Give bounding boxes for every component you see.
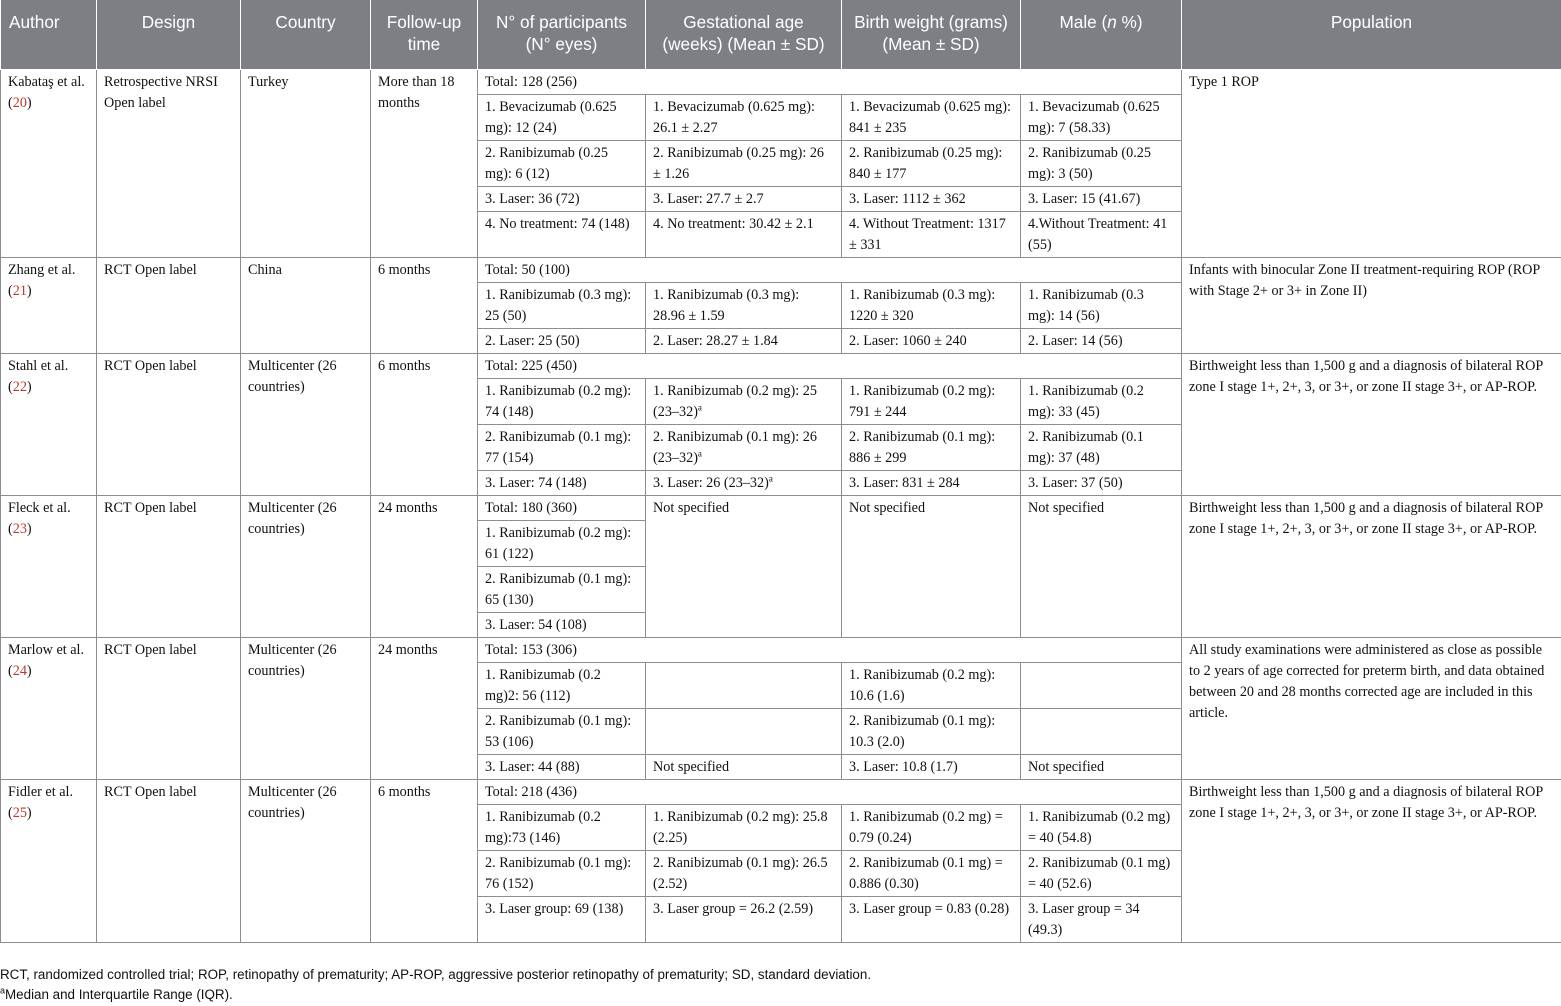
country-cell: Turkey [241, 69, 371, 257]
birth-weight-cell: 3. Laser group = 0.83 (0.28) [842, 896, 1021, 942]
total-cell: Total: 153 (306) [478, 637, 1182, 662]
birth-weight-cell: 3. Laser: 831 ± 284 [842, 470, 1021, 495]
participants-cell: 3. Laser: 54 (108) [478, 612, 646, 637]
male-cell: 1. Ranibizumab (0.2 mg) = 40 (54.8) [1021, 804, 1182, 850]
male-cell: 1. Ranibizumab (0.3 mg): 14 (56) [1021, 282, 1182, 328]
abbreviations-footnote: RCT, randomized controlled trial; ROP, retinopathy of prematurity; AP-ROP, aggressive posterior retinopathy of prematurity; SD, standard deviation. [0, 967, 872, 982]
participants-cell: 1. Ranibizumab (0.2 mg):73 (146) [478, 804, 646, 850]
gestational-age-cell: Not specified [646, 495, 842, 637]
total-cell: Total: 180 (360) [478, 495, 646, 520]
footnote-marker: a [697, 401, 702, 412]
design-cell: RCT Open label [97, 495, 241, 637]
participants-cell: 3. Laser: 36 (72) [478, 186, 646, 211]
participants-cell: 1. Bevacizumab (0.625 mg): 12 (24) [478, 94, 646, 140]
gestational-age-cell [646, 708, 842, 754]
followup-cell: 6 months [371, 257, 478, 353]
design-cell: RCT Open label [97, 353, 241, 495]
gestational-age-cell: 2. Ranibizumab (0.25 mg): 26 ± 1.26 [646, 140, 842, 186]
table-row [1, 495, 1561, 520]
header-population: Population [1182, 0, 1561, 69]
population-cell: Type 1 ROP [1182, 69, 1561, 257]
table-row [1, 257, 1561, 282]
header-participants: N° of participants (N° eyes) [478, 0, 646, 69]
participants-cell: 2. Ranibizumab (0.25 mg): 6 (12) [478, 140, 646, 186]
population-cell: Birthweight less than 1,500 g and a diagnosis of bilateral ROP zone I stage 1+, 2+, 3, or 3+, or zone II stage 3+, or AP-ROP. [1182, 779, 1561, 942]
total-cell: Total: 128 (256) [478, 69, 1182, 94]
total-cell: Total: 50 (100) [478, 257, 1182, 282]
table-row [1, 637, 1561, 662]
participants-cell: 2. Ranibizumab (0.1 mg): 53 (106) [478, 708, 646, 754]
participants-cell: 4. No treatment: 74 (148) [478, 211, 646, 257]
median-footnote: $^a$Median and Interquartile Range (IQR). [0, 985, 233, 1002]
reference-link[interactable]: 21 [12, 282, 27, 299]
design-cell: RCT Open label [97, 637, 241, 779]
author-cell: Marlow et al. (24) [1, 637, 97, 779]
participants-cell: 3. Laser: 74 (148) [478, 470, 646, 495]
participants-cell: 1. Ranibizumab (0.2 mg): 74 (148) [478, 378, 646, 424]
followup-cell: 24 months [371, 495, 478, 637]
population-cell: Birthweight less than 1,500 g and a diagnosis of bilateral ROP zone I stage 1+, 2+, 3, or 3+, or zone II stage 3+, or AP-ROP. [1182, 353, 1561, 495]
male-cell: 1. Ranibizumab (0.2 mg): 33 (45) [1021, 378, 1182, 424]
author-cell: Stahl et al. (22) [1, 353, 97, 495]
header-design: Design [97, 0, 241, 69]
participants-cell: 2. Ranibizumab (0.1 mg): 76 (152) [478, 850, 646, 896]
gestational-age-cell: 1. Bevacizumab (0.625 mg): 26.1 ± 2.27 [646, 94, 842, 140]
male-cell: 4.Without Treatment: 41 (55) [1021, 211, 1182, 257]
gestational-age-cell: 2. Ranibizumab (0.1 mg): 26.5 (2.52) [646, 850, 842, 896]
gestational-age-cell: 2. Ranibizumab (0.1 mg): 26 $(23-32)^a$ [646, 424, 842, 470]
reference-link[interactable]: 25 [12, 804, 27, 821]
design-cell: RCT Open label [97, 257, 241, 353]
reference-link[interactable]: 23 [12, 520, 27, 537]
author-cell: Fleck et al. (23) [1, 495, 97, 637]
table-row [1, 353, 1561, 378]
reference-link[interactable]: 20 [12, 94, 27, 111]
country-cell: Multicenter (26 countries) [241, 779, 371, 942]
header-gestational-age: Gestational age (weeks) (Mean ± SD) [646, 0, 842, 69]
male-cell: 2. Ranibizumab (0.25 mg): 3 (50) [1021, 140, 1182, 186]
author-cell: Fidler et al. (25) [1, 779, 97, 942]
gestational-age-cell: 1. Ranibizumab (0.2 mg): 25.8 (2.25) [646, 804, 842, 850]
population-cell: Infants with binocular Zone II treatment-requiring ROP (ROP with Stage 2+ or 3+ in Zone II) [1182, 257, 1561, 353]
male-cell: 3. Laser: 37 (50) [1021, 470, 1182, 495]
birth-weight-cell: 1. Ranibizumab (0.2 mg): 10.6 (1.6) [842, 662, 1021, 708]
birth-weight-cell: 3. Laser: 1112 ± 362 [842, 186, 1021, 211]
birth-weight-cell: 1. Ranibizumab (0.2 mg): 791 ± 244 [842, 378, 1021, 424]
participants-cell: 2. Laser: 25 (50) [478, 328, 646, 353]
gestational-age-cell: 3. Laser: 27.7 ± 2.7 [646, 186, 842, 211]
header-author: Author [1, 0, 97, 69]
birth-weight-cell: 1. Ranibizumab (0.3 mg): 1220 ± 320 [842, 282, 1021, 328]
footnote-marker: a [768, 472, 773, 483]
male-cell: 3. Laser group = 34 (49.3) [1021, 896, 1182, 942]
birth-weight-cell: 2. Ranibizumab (0.1 mg) = 0.886 (0.30) [842, 850, 1021, 896]
population-cell: Birthweight less than 1,500 g and a diagnosis of bilateral ROP zone I stage 1+, 2+, 3, or 3+, or zone II stage 3+, or AP-ROP. [1182, 495, 1561, 637]
male-cell: Not specified [1021, 754, 1182, 779]
table-row [1, 779, 1561, 804]
gestational-age-cell: 4. No treatment: 30.42 ± 2.1 [646, 211, 842, 257]
footnote-marker: a [0, 985, 6, 996]
male-cell: 2. Laser: 14 (56) [1021, 328, 1182, 353]
gestational-age-cell: Not specified [646, 754, 842, 779]
male-cell: 1. Bevacizumab (0.625 mg): 7 (58.33) [1021, 94, 1182, 140]
birth-weight-cell: 2. Laser: 1060 ± 240 [842, 328, 1021, 353]
participants-cell: 3. Laser group: 69 (138) [478, 896, 646, 942]
design-cell: Retrospective NRSI Open label [97, 69, 241, 257]
total-cell: Total: 218 (436) [478, 779, 1182, 804]
followup-cell: 24 months [371, 637, 478, 779]
followup-cell: More than 18 months [371, 69, 478, 257]
followup-cell: 6 months [371, 779, 478, 942]
birth-weight-cell: 3. Laser: 10.8 (1.7) [842, 754, 1021, 779]
gestational-age-cell: 2. Laser: 28.27 ± 1.84 [646, 328, 842, 353]
header-birth-weight: Birth weight (grams) (Mean ± SD) [842, 0, 1021, 69]
participants-cell: 2. Ranibizumab (0.1 mg): 65 (130) [478, 566, 646, 612]
participants-cell: 1. Ranibizumab (0.2 mg): 61 (122) [478, 520, 646, 566]
male-cell: 2. Ranibizumab (0.1 mg): 37 (48) [1021, 424, 1182, 470]
gestational-age-cell: 3. Laser: 26 $(23-32)^a$ [646, 470, 842, 495]
male-cell: 2. Ranibizumab (0.1 mg) = 40 (52.6) [1021, 850, 1182, 896]
author-cell: Zhang et al. (21) [1, 257, 97, 353]
birth-weight-cell: 1. Bevacizumab (0.625 mg): 841 ± 235 [842, 94, 1021, 140]
header-row [1, 0, 1561, 69]
country-cell: Multicenter (26 countries) [241, 637, 371, 779]
reference-link[interactable]: 24 [12, 662, 27, 679]
reference-link[interactable]: 22 [12, 378, 27, 395]
participants-cell: 3. Laser: 44 (88) [478, 754, 646, 779]
male-cell: Not specified [1021, 495, 1182, 637]
header-country: Country [241, 0, 371, 69]
birth-weight-cell: 2. Ranibizumab (0.1 mg): 10.3 (2.0) [842, 708, 1021, 754]
male-cell [1021, 662, 1182, 708]
participants-cell: 1. Ranibizumab (0.3 mg): 25 (50) [478, 282, 646, 328]
birth-weight-cell: 1. Ranibizumab (0.2 mg) = 0.79 (0.24) [842, 804, 1021, 850]
country-cell: China [241, 257, 371, 353]
country-cell: Multicenter (26 countries) [241, 353, 371, 495]
population-cell: All study examinations were administered as close as possible to 2 years of age corrected for preterm birth, and data obtained between 20 and 28 months corrected age are included in this article. [1182, 637, 1561, 779]
gestational-age-cell: 1. Ranibizumab (0.3 mg): 28.96 ± 1.59 [646, 282, 842, 328]
author-cell: Kabataş et al. (20) [1, 69, 97, 257]
birth-weight-cell: 2. Ranibizumab (0.1 mg): 886 ± 299 [842, 424, 1021, 470]
participants-cell: 2. Ranibizumab (0.1 mg): 77 (154) [478, 424, 646, 470]
header-followup: Follow-up time [371, 0, 478, 69]
male-cell [1021, 708, 1182, 754]
birth-weight-cell: 4. Without Treatment: 1317 ± 331 [842, 211, 1021, 257]
gestational-age-cell [646, 662, 842, 708]
male-cell: 3. Laser: 15 (41.67) [1021, 186, 1182, 211]
header-male: Male (n %) [1021, 0, 1182, 69]
birth-weight-cell: Not specified [842, 495, 1021, 637]
design-cell: RCT Open label [97, 779, 241, 942]
gestational-age-cell: 1. Ranibizumab (0.2 mg): 25 $(23-32)^a$ [646, 378, 842, 424]
footnote-marker: a [697, 447, 702, 458]
participants-cell: 1. Ranibizumab (0.2 mg)2: 56 (112) [478, 662, 646, 708]
birth-weight-cell: 2. Ranibizumab (0.25 mg): 840 ± 177 [842, 140, 1021, 186]
total-cell: Total: 225 (450) [478, 353, 1182, 378]
country-cell: Multicenter (26 countries) [241, 495, 371, 637]
followup-cell: 6 months [371, 353, 478, 495]
gestational-age-cell: 3. Laser group = 26.2 (2.59) [646, 896, 842, 942]
table-row [1, 69, 1561, 94]
